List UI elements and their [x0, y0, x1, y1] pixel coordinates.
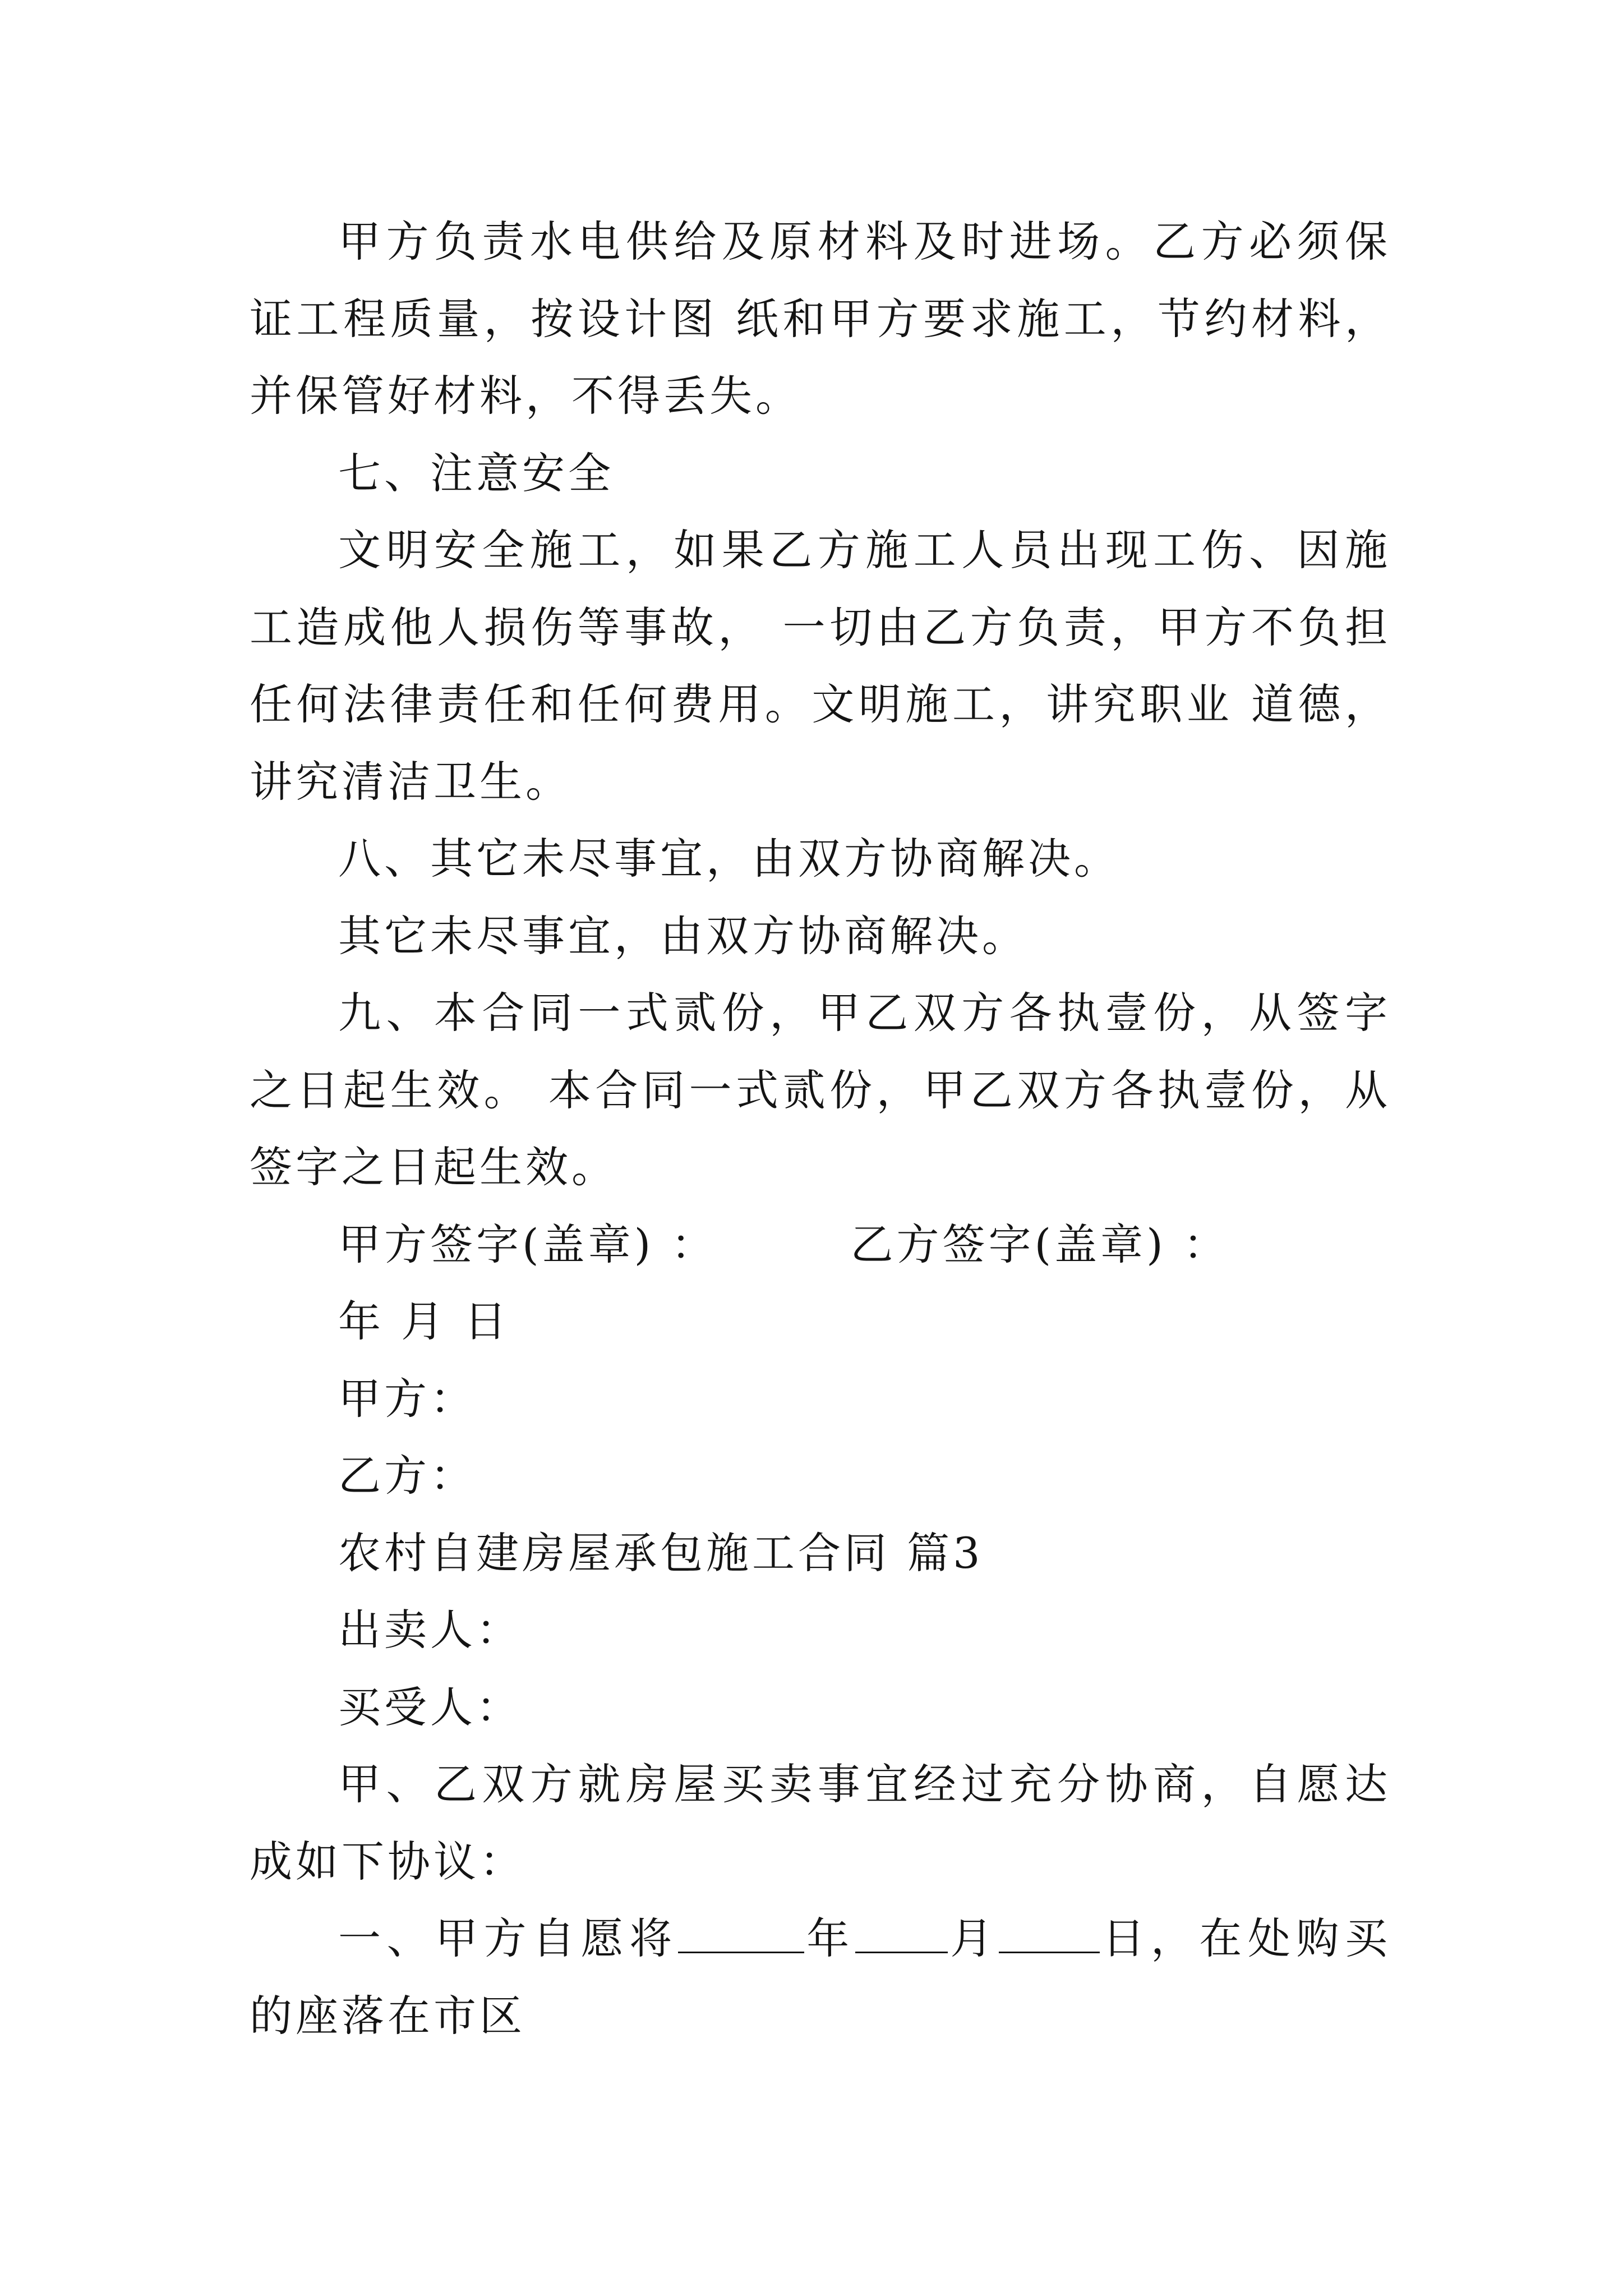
party-a-label: 甲方：: [338, 1373, 476, 1424]
clause-one-day-suffix: 日，在处购买的座落在市区: [250, 1913, 1391, 2041]
paragraph-other-matters: 其它未尽事宜，由双方协商解决。: [338, 910, 1028, 961]
paragraph-safety: 文明安全施工，如果乙方施工人员出现工伤、因施工造成他人损伤等事故， 一切由乙方负责，甲方不负担任何法律责任和任何费用。文明施工，讲究职业 道德，讲究清洁卫生。: [250, 525, 1391, 807]
clause-one-prefix: 一、甲方自愿将: [338, 1913, 678, 1963]
year-blank: [678, 1912, 804, 1953]
paragraph-copies-effective: 九、本合同一式贰份，甲乙双方各执壹份，从签字之日起生效。 本合同一式贰份，甲乙双方各执壹份，从签字之日起生效。: [250, 988, 1391, 1192]
clause-one: [250, 1900, 1391, 2054]
clause-one-year: 年: [804, 1913, 855, 1963]
party-b-label: 乙方：: [338, 1451, 476, 1501]
heading-other-matters: 八、其它未尽事宜，由双方协商解决。: [338, 834, 1120, 884]
paragraph-materials: 甲方负责水电供给及原材料及时进场。乙方必须保证工程质量，按设计图 纸和甲方要求施工，节约材料，并保管好材料，不得丢失。: [250, 217, 1391, 421]
clause-one-month: 月: [947, 1913, 999, 1963]
heading-safety: 七、注意安全: [338, 448, 614, 498]
signature-line: [250, 1206, 1391, 1283]
seller-label: 出卖人：: [338, 1605, 522, 1655]
day-blank: [999, 1912, 1100, 1953]
section-title: 农村自建房屋承包施工合同 篇3: [338, 1527, 984, 1578]
party-a-signature-label: 甲方签字(盖章) ：: [338, 1219, 717, 1269]
date-line: 年 月 日: [338, 1296, 510, 1346]
document-body: [250, 203, 1391, 2054]
month-blank: [855, 1912, 948, 1953]
buyer-label: 买受人：: [338, 1682, 522, 1732]
party-b-signature-label: 乙方签字(盖章) ：: [850, 1219, 1229, 1269]
agreement-intro: 甲、乙双方就房屋买卖事宜经过充分协商，自愿达成如下协议：: [250, 1759, 1391, 1887]
